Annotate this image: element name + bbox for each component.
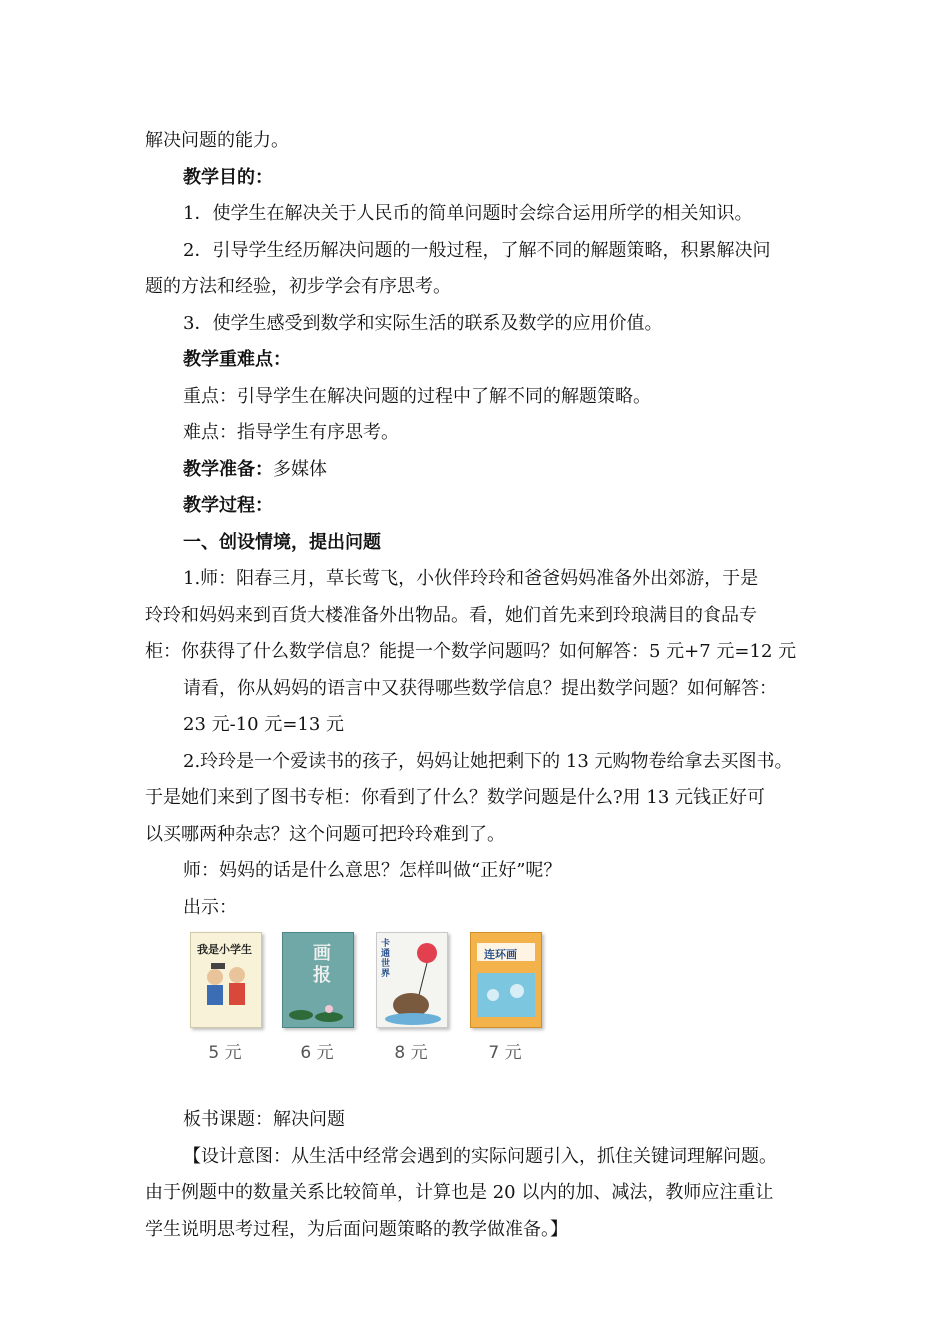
frog-illustration: [283, 933, 353, 1027]
children-illustration: [191, 933, 261, 1027]
book-cover: [376, 932, 448, 1028]
section-heading: 教学过程：: [183, 495, 273, 516]
text-line: 重点：引导学生在解决问题的过程中了解不同的解题策略。: [183, 385, 651, 407]
text-line: 解决问题的能力。: [145, 130, 289, 151]
text-line: 玲玲和妈妈来到百货大楼准备外出物品。看，她们首先来到玲琅满目的食品专: [145, 604, 757, 626]
text-line: 板书课题：解决问题: [183, 1109, 345, 1130]
book-price: 8 元: [394, 1043, 428, 1063]
text-line: 3．使学生感受到数学和实际生活的联系及数学的应用价值。: [183, 312, 663, 334]
book-cover: [470, 932, 542, 1028]
text-line: 请看，你从妈妈的语言中又获得哪些数学信息？提出数学问题？如何解答：: [183, 677, 777, 699]
section-heading: 教学准备：: [183, 458, 273, 480]
text-line: [145, 452, 810, 489]
text-line: 由于例题中的数量关系比较简单，计算也是 20 以内的加、减法，教师应注重让: [145, 1182, 774, 1203]
book-price: 6 元: [300, 1043, 334, 1063]
book-title: 我是小学生: [197, 943, 252, 956]
text-line: 于是她们来到了图书专柜：你看到了什么？数学问题是什么?用 13 元钱正好可: [145, 787, 765, 808]
book-illustrations: [190, 932, 810, 1102]
text-line: 学生说明思考过程，为后面问题策略的教学做准备。】: [145, 1218, 568, 1240]
section-heading: 教学重难点：: [183, 349, 291, 370]
text-line: 出示：: [183, 896, 237, 918]
book-cover: [282, 932, 354, 1028]
text-line: 题的方法和经验，初步学会有序思考。: [145, 276, 451, 297]
book-cover: [190, 932, 262, 1028]
text-line: 以买哪两种杂志？这个问题可把玲玲难到了。: [145, 823, 505, 845]
text-line: 师：妈妈的话是什么意思？怎样叫做“正好”呢？: [183, 860, 562, 881]
book-title: 连环画: [484, 948, 517, 961]
book-price: 7 元: [488, 1043, 522, 1063]
text-line: 1.师：阳春三月，草长莺飞，小伙伴玲玲和爸爸妈妈准备外出郊游，于是: [183, 568, 759, 589]
text-line: 1．使学生在解决关于人民币的简单问题时会综合运用所学的相关知识。: [183, 203, 753, 224]
text-line: 柜：你获得了什么数学信息？能提一个数学问题吗？如何解答：5 元+7 元=12 元: [145, 641, 797, 662]
book-price: 5 元: [208, 1043, 242, 1063]
text-value: 多媒体: [273, 458, 327, 480]
text-line: 【设计意图：从生活中经常会遇到的实际问题引入，抓住关键词理解问题。: [183, 1145, 777, 1167]
section-heading: 教学目的：: [183, 166, 273, 188]
text-line: 难点：指导学生有序思考。: [183, 422, 399, 443]
document-body: [145, 123, 810, 1248]
book-title: 卡通世界: [381, 939, 391, 979]
book-title: 画报: [310, 943, 331, 987]
text-line: 2．引导学生经历解决问题的一般过程，了解不同的解题策略，积累解决问: [183, 239, 771, 261]
section-heading: 一、创设情境，提出问题: [183, 531, 381, 553]
text-line: 23 元-10 元=13 元: [183, 714, 345, 735]
text-line: 2.玲玲是一个爱读书的孩子，妈妈让她把剩下的 13 元购物卷给拿去买图书。: [183, 750, 793, 772]
balloon-illustration: [377, 933, 447, 1027]
